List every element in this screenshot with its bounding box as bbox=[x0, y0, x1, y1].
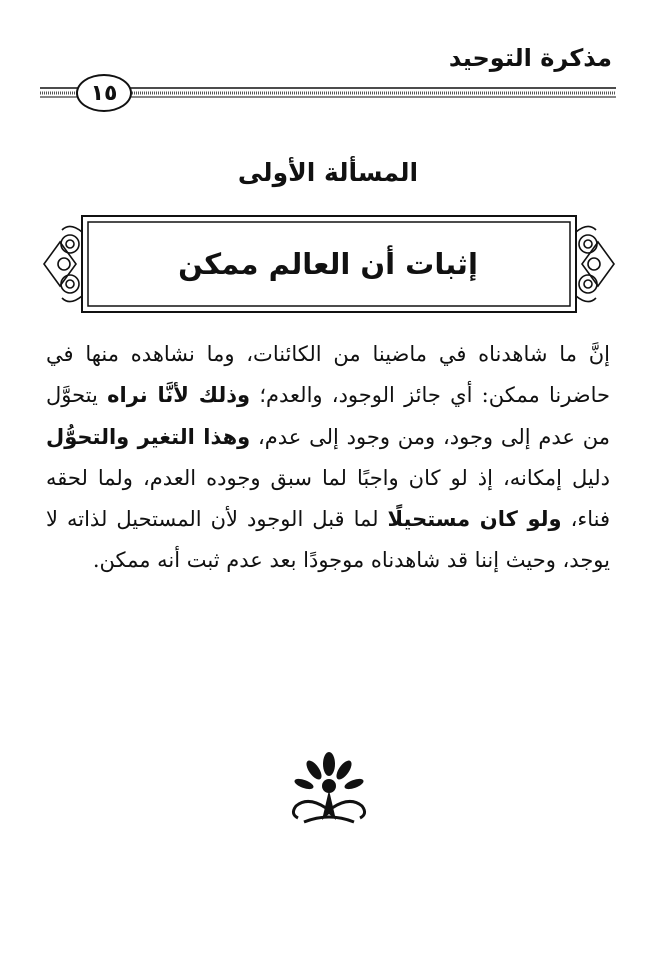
right-scroll-ornament-icon bbox=[576, 226, 614, 301]
body-bold-2: وهذا التغير والتحوُّل bbox=[46, 424, 251, 449]
body-bold-1: وذلك لأنَّا نراه bbox=[107, 383, 251, 408]
chapter-heading: المسألة الأولى bbox=[237, 158, 419, 187]
left-scroll-ornament-icon bbox=[44, 226, 82, 301]
body-bold-3: ولو كان مستحيلًا bbox=[387, 507, 562, 532]
book-title: مذكرة التوحيد bbox=[448, 44, 612, 72]
body-text-2: يتحوَّل من عدم إلى وجود، ومن وجود إلى عدم، bbox=[46, 383, 610, 449]
page-number: ١٥ bbox=[76, 74, 132, 112]
body-text-3: دليل إمكانه، إذ لو كان واجبًا لما سبق وجوده العدم، ولما لحقه فناء، bbox=[46, 465, 610, 532]
body-text-1: إنَّ ما شاهدناه في ماضينا من الكائنات، وما نشاهده منها في حاضرنا ممكن: أي جائز الوجود، والعدم؛ bbox=[46, 342, 610, 408]
body-text-4: لما قبل الوجود لأن المستحيل لذاته لا يوجد، وحيث إننا قد شاهدناه موجودًا بعد عدم ثبت أنه ممكن. bbox=[46, 507, 610, 573]
section-title: إثبات أن العالم ممكن bbox=[178, 247, 478, 281]
body-paragraph bbox=[46, 334, 610, 582]
floral-ornament-icon bbox=[284, 750, 374, 830]
